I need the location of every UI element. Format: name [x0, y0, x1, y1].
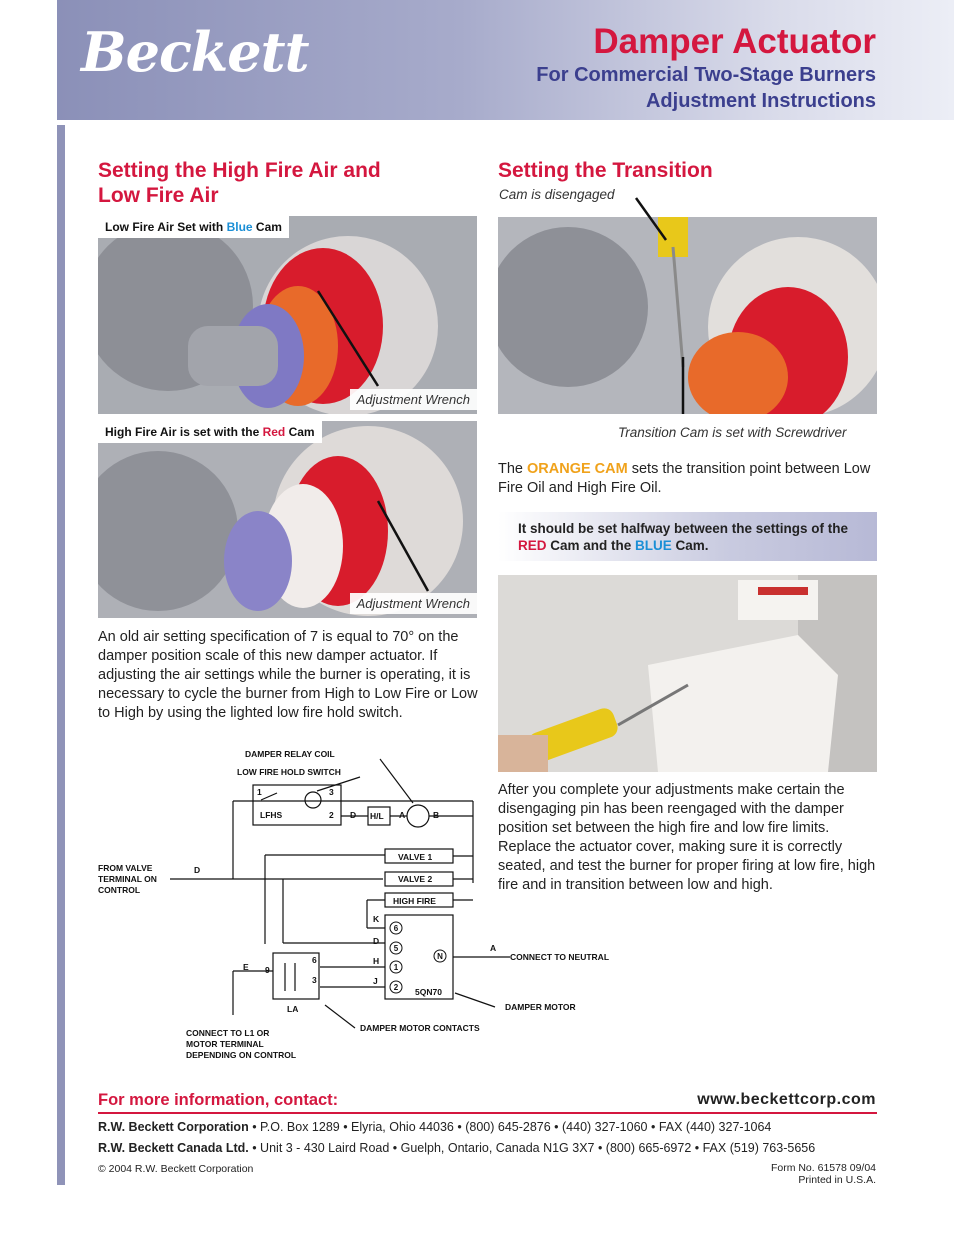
canada-address: R.W. Beckett Canada Ltd. • Unit 3 - 430 Laird Road • Guelph, Ontario, Canada N1G 3X7 • (800) 665-6972 • FAX (519) 763-5656: [98, 1141, 816, 1155]
lfhs-label: LFHS: [260, 810, 283, 820]
l1-label-3: DEPENDING ON CONTROL: [186, 1050, 297, 1060]
damper-motor-contacts-label: DAMPER MOTOR CONTACTS: [360, 1023, 480, 1033]
corp-address: R.W. Beckett Corporation • P.O. Box 1289 • Elyria, Ohio 44036 • (800) 645-2876 • (440) 327-1060 • FAX (440) 327-1064: [98, 1120, 772, 1134]
sidebar-stripe: [57, 125, 65, 1185]
transition-photo: [498, 217, 877, 414]
motor-terminal-6: 6: [393, 924, 399, 933]
from-valve-label-1: FROM VALVE: [98, 863, 153, 873]
air-setting-paragraph: An old air setting specification of 7 is equal to 70° on the damper position scale of this new damper actuator. If adjusting the air settings while the burner is operating, it is necessary to cycle the burner from High to Low Fire or Low to High by using the lighted low fire hold switch.: [98, 629, 478, 721]
high-fire-label: HIGH FIRE: [393, 896, 436, 906]
cam-arrow: [630, 196, 680, 246]
terminal-d-2: D: [194, 865, 201, 875]
beckett-logo: Beckett: [81, 20, 309, 84]
cover-illustration: [498, 575, 877, 772]
website-link[interactable]: www.beckettcorp.com: [697, 1091, 876, 1108]
adjustment-wrench-caption-2: Adjustment Wrench: [350, 593, 477, 614]
after-adjustment-paragraph: After you complete your adjustments make certain the disengaging pin has been reengaged with the damper position set between the high fire and low fire limits. Replace the actuator cover, making sure it is correctly seated, and test the burner for proper firing at low fire, high fire and in transition between low and high.: [498, 782, 876, 893]
form-number: Form No. 61578 09/04: [770, 1162, 876, 1174]
page-subtitle: For Commercial Two-Stage Burners: [536, 64, 876, 86]
motor-terminal-1: 1: [393, 963, 399, 972]
from-valve-label-2: TERMINAL ON: [98, 874, 157, 884]
cam-disengaged-caption: Cam is disengaged: [499, 187, 615, 202]
adjustment-wrench-caption: Adjustment Wrench: [350, 389, 477, 410]
terminal-a: A: [399, 810, 406, 820]
actuator-illustration-2: [98, 421, 477, 618]
terminal-1: 1: [257, 787, 262, 797]
terminal-j: J: [373, 976, 378, 986]
high-fire-photo: [98, 421, 477, 618]
terminal-2: 2: [329, 810, 334, 820]
terminal-3: 3: [329, 787, 334, 797]
hl-label: H/L: [370, 811, 384, 821]
high-fire-tag: High Fire Air is set with the Red Cam: [98, 421, 322, 443]
terminal-d: D: [350, 810, 357, 820]
terminal-e: E: [243, 962, 249, 972]
low-fire-tag: Low Fire Air Set with Blue Cam: [98, 216, 289, 238]
right-heading: Setting the Transition: [498, 159, 713, 182]
actuator-illustration-3: [498, 217, 877, 414]
motor-terminal-n: N: [437, 952, 443, 961]
contact-heading: For more information, contact:: [98, 1091, 339, 1109]
left-heading: Setting the High Fire Air and Low Fire Air: [98, 159, 381, 207]
printed-note: Printed in U.S.A.: [798, 1174, 876, 1186]
valve2-label: VALVE 2: [398, 874, 433, 884]
terminal-b: B: [433, 810, 440, 820]
terminal-6-la: 6: [312, 955, 317, 965]
model-label: 5QN70: [415, 987, 442, 997]
footer-divider: [98, 1112, 877, 1114]
terminal-3-la: 3: [312, 975, 317, 985]
cover-photo: [498, 575, 877, 772]
motor-terminal-5: 5: [393, 944, 399, 953]
damper-motor-label: DAMPER MOTOR: [505, 1002, 576, 1012]
actuator-illustration: [98, 216, 477, 414]
terminal-d-3: D: [373, 936, 380, 946]
terminal-k: K: [373, 914, 380, 924]
terminal-a-2: A: [490, 943, 497, 953]
from-valve-label-3: CONTROL: [98, 885, 141, 895]
l1-label-1: CONNECT TO L1 OR: [186, 1028, 270, 1038]
copyright: © 2004 R.W. Beckett Corporation: [98, 1163, 254, 1175]
connect-neutral-label: CONNECT TO NEUTRAL: [510, 952, 610, 962]
terminal-9: 9: [265, 965, 270, 975]
la-label: LA: [287, 1004, 299, 1014]
page-title: Damper Actuator: [593, 22, 876, 61]
damper-relay-coil-label: DAMPER RELAY COIL: [245, 749, 335, 759]
halfway-note: It should be set halfway between the settings of the RED Cam and the BLUE Cam.: [498, 512, 877, 561]
page-subtitle-2: Adjustment Instructions: [645, 90, 876, 112]
valve1-label: VALVE 1: [398, 852, 433, 862]
l1-label-2: MOTOR TERMINAL: [186, 1039, 264, 1049]
orange-cam-paragraph: The ORANGE CAM sets the transition point between Low Fire Oil and High Fire Oil.: [498, 461, 871, 496]
motor-terminal-2: 2: [393, 983, 399, 992]
low-fire-photo: [98, 216, 477, 414]
low-fire-hold-label: LOW FIRE HOLD SWITCH: [237, 767, 341, 777]
terminal-h: H: [373, 956, 380, 966]
screwdriver-caption: Transition Cam is set with Screwdriver: [618, 425, 847, 440]
